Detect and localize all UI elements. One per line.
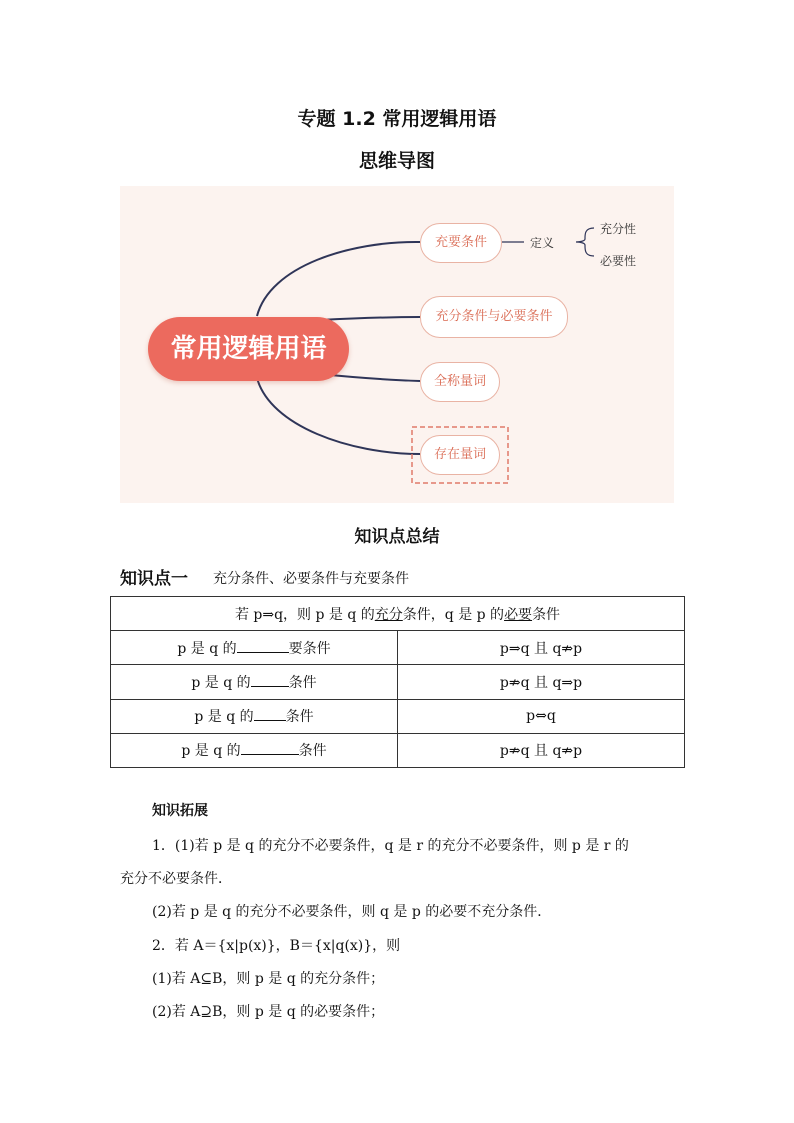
- branch-label: 充要条件: [434, 235, 487, 250]
- branch-node-1: [420, 223, 502, 263]
- branch-label: 全称量词: [433, 374, 486, 389]
- fill-blank: [251, 674, 289, 687]
- cell-text: p 是 q 的: [177, 640, 237, 657]
- extension-line-6: (2)若 A⊇B，则 p 是 q 的必要条件；: [152, 1004, 385, 1020]
- fill-blank: [241, 742, 299, 755]
- branch-label: 充分条件与必要条件: [435, 309, 553, 324]
- extension-heading: 知识拓展: [152, 803, 208, 819]
- table-cell-left: [111, 699, 398, 733]
- cell-text: p 是 q 的: [191, 674, 251, 691]
- connector-branch-2: [320, 317, 420, 320]
- document-title: 专题 1.2 常用逻辑用语: [297, 108, 497, 130]
- definition-label: 定义: [530, 236, 555, 250]
- extension-line-1: 1．(1)若 p 是 q 的充分不必要条件，q 是 r 的充分不必要条件，则 p 是 r 的: [152, 838, 629, 854]
- connector-branch-4: [257, 378, 420, 454]
- cell-text: p 是 q 的: [194, 709, 254, 726]
- table-cell-right: p⇏q 且 q⇒p: [398, 665, 685, 699]
- header-underlined-necessary: 必要: [504, 606, 533, 623]
- header-underlined-sufficient: 充分: [374, 606, 403, 623]
- knowledge-point-title: 充分条件、必要条件与充要条件: [213, 571, 409, 587]
- table-cell-left: [111, 631, 398, 665]
- table-row: [111, 699, 685, 733]
- mindmap: [120, 186, 674, 503]
- table-row: [111, 631, 685, 665]
- table-cell-right: p⇒q 且 q⇏p: [398, 631, 685, 665]
- header-text: 条件: [532, 606, 561, 623]
- fill-blank: [254, 708, 286, 721]
- root-node-label: 常用逻辑用语: [170, 334, 327, 364]
- table-cell-left: [111, 665, 398, 699]
- leaf-sufficiency: 充分性: [600, 222, 637, 236]
- branch-node-4: [420, 435, 500, 475]
- table-cell-right: p⇏q 且 q⇏p: [398, 733, 685, 767]
- branch-node-3: [420, 362, 500, 402]
- table-cell-right: p⇔q: [398, 699, 685, 733]
- conditions-table: [110, 596, 685, 768]
- branch-node-2: [420, 296, 568, 338]
- table-row: [111, 665, 685, 699]
- knowledge-point-label: 知识点一: [120, 569, 188, 589]
- table-row: [111, 733, 685, 767]
- cell-text: 条件: [298, 743, 327, 760]
- extension-line-2: 充分不必要条件．: [120, 871, 232, 887]
- table-header-cell: [111, 597, 685, 631]
- mindmap-heading: 思维导图: [358, 150, 435, 172]
- header-text: 条件，q 是 p 的: [402, 606, 505, 623]
- extension-line-3: (2)若 p 是 q 的充分不必要条件，则 q 是 p 的必要不充分条件．: [152, 904, 552, 920]
- root-node: [148, 317, 349, 381]
- table-cell-left: [111, 733, 398, 767]
- cell-text: 条件: [288, 674, 317, 691]
- leaf-necessity: 必要性: [600, 254, 637, 268]
- fill-blank: [237, 640, 289, 653]
- header-text: 若 p⇒q，则 p 是 q 的: [234, 606, 375, 623]
- extension-line-4: 2．若 A＝{x|p(x)}，B＝{x|q(x)}，则: [152, 938, 401, 954]
- cell-text: 条件: [285, 709, 314, 726]
- extension-line-5: (1)若 A⊆B，则 p 是 q 的充分条件；: [152, 971, 385, 987]
- table-header-row: [111, 597, 685, 631]
- connector-branch-1: [257, 242, 420, 316]
- branch-label: 存在量词: [433, 447, 486, 462]
- cell-text: 要条件: [288, 640, 331, 657]
- cell-text: p 是 q 的: [181, 743, 241, 760]
- summary-heading: 知识点总结: [354, 527, 440, 547]
- leaf-brace: [576, 228, 594, 256]
